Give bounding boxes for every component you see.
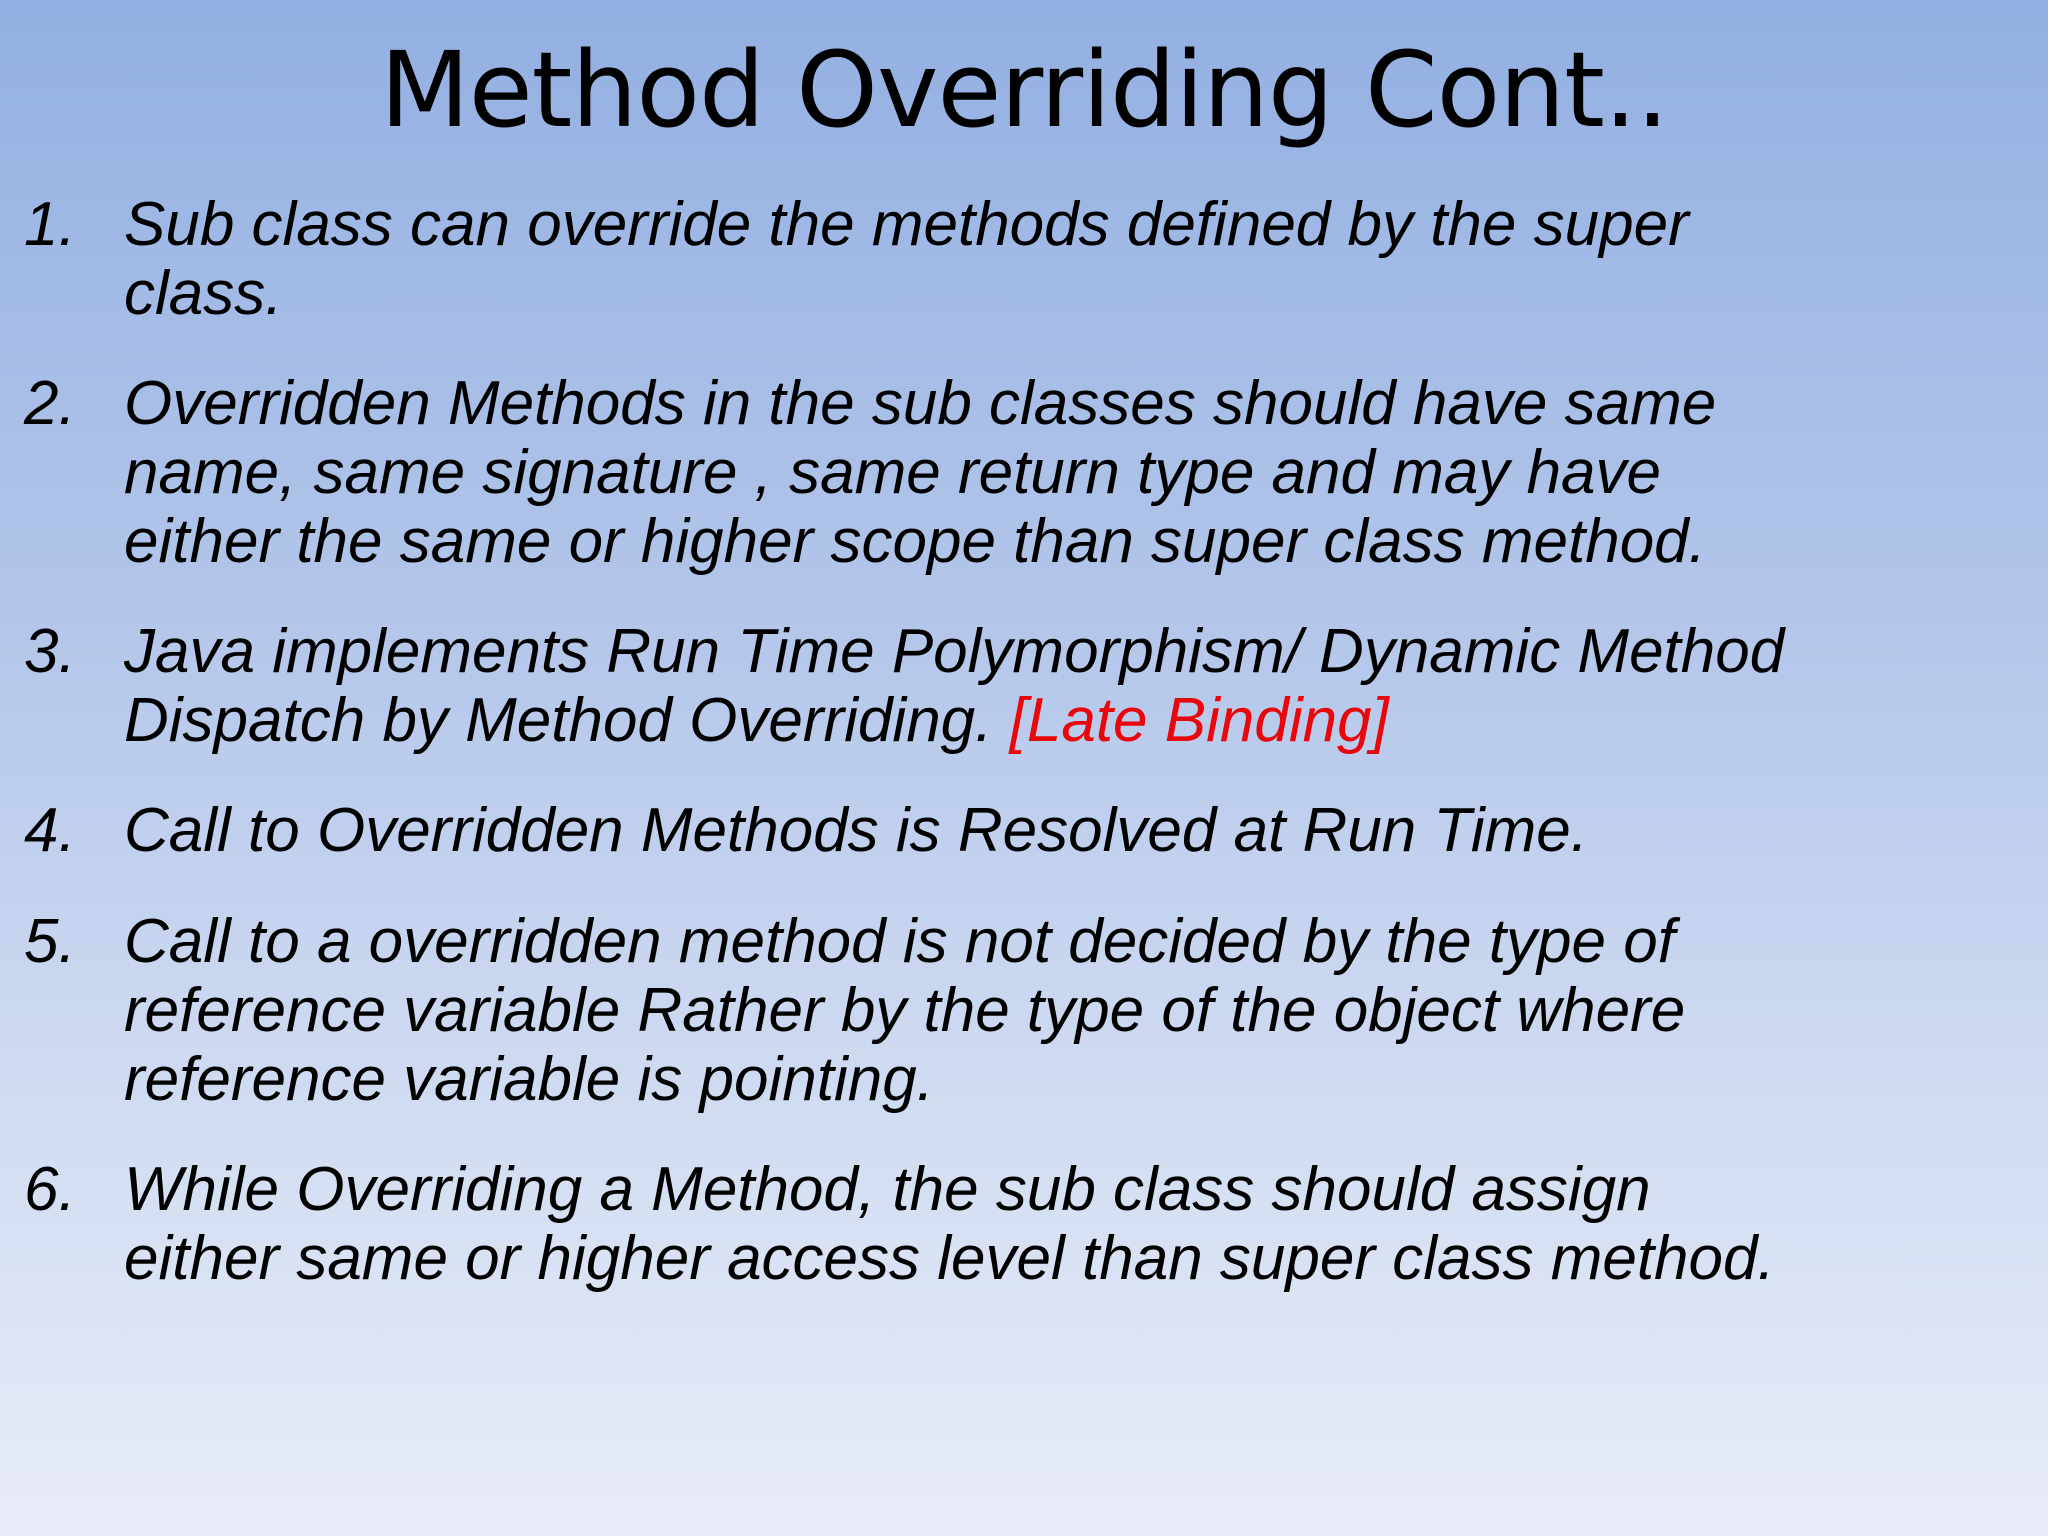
list-item bbox=[24, 1155, 2034, 1293]
late-binding-highlight: [Late Binding] bbox=[1009, 686, 1389, 755]
item-line: Java implements Run Time Polymorphism/ Dynamic Method bbox=[124, 617, 1785, 686]
item-line: Sub class can override the methods defined by the super bbox=[124, 190, 1689, 259]
item-line bbox=[124, 686, 2034, 755]
item-line: While Overriding a Method, the sub class should assign bbox=[124, 1155, 1651, 1224]
list-item bbox=[24, 190, 2034, 328]
item-number: 5. bbox=[24, 907, 76, 976]
item-number: 2. bbox=[24, 369, 76, 438]
list-item bbox=[24, 369, 2034, 576]
item-line: reference variable Rather by the type of the object where bbox=[124, 976, 1686, 1045]
list-item bbox=[24, 796, 2034, 865]
item-line: name, same signature , same return type and may have bbox=[124, 438, 1662, 507]
item-line: reference variable is pointing. bbox=[124, 1045, 934, 1114]
item-line: Call to Overridden Methods is Resolved at Run Time. bbox=[124, 796, 1588, 865]
slide-title: Method Overriding Cont.. bbox=[379, 29, 1669, 151]
item-number: 1. bbox=[24, 190, 76, 259]
item-number: 3. bbox=[24, 617, 76, 686]
item-number: 4. bbox=[24, 796, 76, 865]
list-item bbox=[24, 617, 2034, 755]
item-line: class. bbox=[124, 259, 283, 328]
list-item bbox=[24, 907, 2034, 1114]
item-line-text: Dispatch by Method Overriding. bbox=[124, 686, 1010, 755]
item-number: 6. bbox=[24, 1155, 76, 1224]
item-line: Call to a overridden method is not decided by the type of bbox=[124, 907, 1675, 976]
item-line: either the same or higher scope than super class method. bbox=[124, 507, 1706, 576]
item-line: either same or higher access level than super class method. bbox=[124, 1224, 1775, 1293]
item-line: Overridden Methods in the sub classes should have same bbox=[124, 369, 1717, 438]
